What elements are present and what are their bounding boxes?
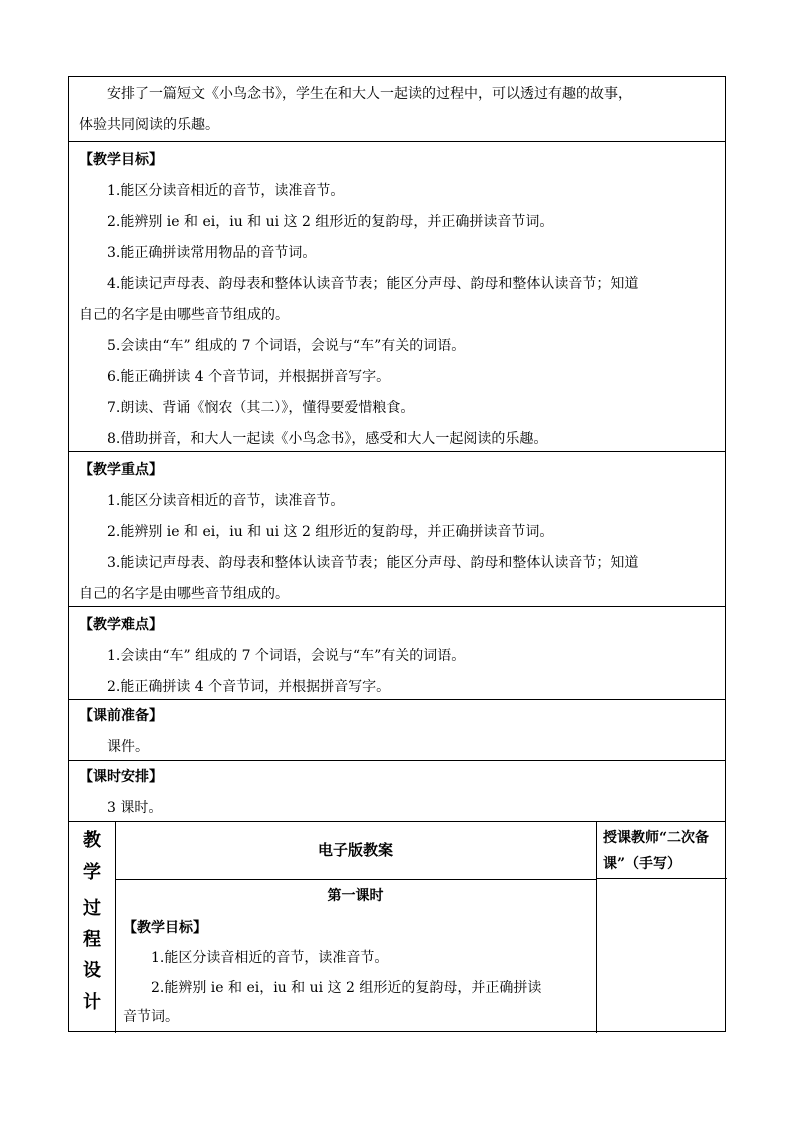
goal-item: 2.能辨别 ie 和 ei，iu 和 ui 这 2 组形近的复韵母，并正确拼读音节词。 [107, 214, 554, 230]
electronic-plan-body [115, 879, 596, 1031]
key-point-item-continued: 自己的名字是由哪些音节组成的。 [79, 586, 289, 602]
key-point-item: 2.能辨别 ie 和 ei，iu 和 ui 这 2 组形近的复韵母，并正确拼读音节词。 [107, 524, 554, 540]
teacher-notes-header: 授课教师“二次备课”（手写） [597, 822, 727, 879]
key-point-item: 1.能区分读音相近的音节，读准音节。 [107, 493, 345, 509]
difficulties-heading: 【教学难点】 [79, 617, 163, 633]
process-vertical-label [69, 822, 116, 1033]
goal-item: 5.会读由“车” 组成的 7 个词语，会说与“车”有关的词语。 [107, 338, 466, 354]
teacher-notes-column [597, 822, 727, 1033]
goal-item: 6.能正确拼读 4 个音节词，并根据拼音写字。 [107, 369, 391, 385]
key-points-heading: 【教学重点】 [79, 462, 163, 478]
goal-item: 3.能正确拼读常用物品的音节词。 [107, 245, 317, 261]
preparation-section [69, 699, 725, 760]
schedule-heading: 【课时安排】 [79, 769, 163, 785]
lesson-goal-item: 2.能辨别 ie 和 ei，iu 和 ui 这 2 组形近的复韵母，并正确拼读 [151, 980, 542, 996]
key-points-section [69, 451, 725, 606]
electronic-plan-header: 电子版教案 [115, 822, 596, 880]
schedule-section [69, 760, 725, 821]
vertical-char: 学 [83, 862, 101, 883]
preparation-text: 课件。 [107, 739, 149, 755]
vertical-char: 教 [83, 830, 101, 851]
goal-item: 7.朗读、背诵《悯农（其二）》，懂得要爱惜粮食。 [107, 400, 415, 416]
difficulties-section [69, 606, 725, 699]
goal-item-continued: 自己的名字是由哪些音节组成的。 [79, 307, 289, 323]
difficulty-item: 2.能正确拼读 4 个音节词，并根据拼音写字。 [107, 679, 391, 695]
lesson-plan-table [68, 76, 726, 1032]
intro-section [69, 77, 725, 141]
lesson-goal-item: 1.能区分读音相近的音节，读准音节。 [151, 950, 389, 966]
vertical-char: 过 [83, 898, 101, 919]
lesson-goals-heading: 【教学目标】 [123, 920, 207, 936]
vertical-char: 计 [83, 992, 101, 1013]
electronic-plan-column [115, 822, 597, 1033]
key-point-item: 3.能读记声母表、韵母表和整体认读音节表；能区分声母、韵母和整体认读音节；知道 [107, 555, 639, 571]
goals-heading: 【教学目标】 [79, 152, 163, 168]
goal-item: 1.能区分读音相近的音节，读准音节。 [107, 183, 345, 199]
process-design-grid [69, 821, 725, 1033]
goal-item: 4.能读记声母表、韵母表和整体认读音节表；能区分声母、韵母和整体认读音节；知道 [107, 276, 639, 292]
lesson-goal-item-continued: 音节词。 [123, 1009, 179, 1025]
intro-line-1: 安排了一篇短文《小鸟念书》，学生在和大人一起读的过程中，可以透过有趣的故事， [107, 86, 632, 102]
goal-item: 8.借助拼音，和大人一起读《小鸟念书》，感受和大人一起阅读的乐趣。 [107, 431, 548, 447]
lesson-title: 第一课时 [327, 888, 384, 904]
intro-line-2: 体验共同阅读的乐趣。 [79, 117, 219, 133]
schedule-text: 3 课时。 [107, 800, 163, 816]
goals-section [69, 141, 725, 451]
vertical-char: 程 [83, 929, 101, 950]
preparation-heading: 【课前准备】 [79, 708, 163, 724]
vertical-char: 设 [83, 960, 101, 981]
difficulty-item: 1.会读由“车” 组成的 7 个词语，会说与“车”有关的词语。 [107, 648, 466, 664]
